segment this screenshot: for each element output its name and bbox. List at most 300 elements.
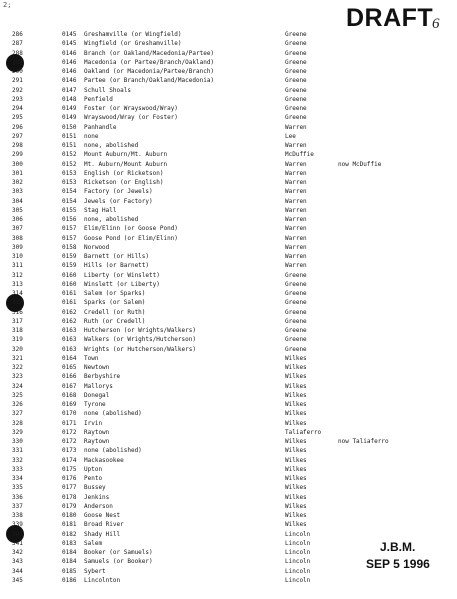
county-name: Greene <box>285 327 307 334</box>
district-name: Factory (or Jewels) <box>84 188 153 196</box>
district-name: Elim/Elinn (or Goose Pond) <box>84 225 178 233</box>
row-number: 313 <box>12 280 23 288</box>
row-number: 328 <box>12 419 23 427</box>
table-row <box>0 335 457 344</box>
table-row <box>0 437 457 446</box>
county-name: Lincoln <box>285 567 311 575</box>
district-id: 0180 <box>62 512 77 519</box>
district-id: 0157 <box>62 234 77 242</box>
district-id: 0172 <box>62 428 77 436</box>
row-number: 303 <box>12 188 23 196</box>
row-number: 341 <box>12 539 23 547</box>
row-number: 294 <box>12 105 23 112</box>
district-name: Hills (or Barnett) <box>84 262 150 270</box>
table-row <box>0 49 457 58</box>
row-number: 327 <box>12 410 23 418</box>
table-row <box>0 465 457 474</box>
county-name: Wilkes <box>285 382 307 390</box>
table-row <box>0 400 457 409</box>
district-id: 0184 <box>62 558 77 566</box>
county-name: Lincoln <box>285 576 311 584</box>
district-name: Bussey <box>84 484 106 492</box>
district-name: Jenkins <box>84 493 110 501</box>
county-name: Wilkes <box>285 410 307 418</box>
row-number: 301 <box>12 169 23 177</box>
table-row <box>0 502 457 511</box>
district-name: none, abolished <box>84 142 139 149</box>
county-name: Wilkes <box>285 484 307 492</box>
county-name: Wilkes <box>285 502 307 510</box>
district-name: Branch (or Oakland/Macedonia/Partee) <box>84 49 215 57</box>
county-name: Greene <box>285 58 307 66</box>
district-id: 0159 <box>62 262 77 270</box>
district-id: 0162 <box>62 308 77 316</box>
district-name: Credell (or Ruth) <box>84 308 146 316</box>
table-row <box>0 530 457 539</box>
table-row <box>0 187 457 196</box>
county-name: Wilkes <box>285 465 307 473</box>
county-name: Greene <box>285 49 307 57</box>
table-row <box>0 141 457 150</box>
table-row <box>0 234 457 243</box>
district-id: 0164 <box>62 354 77 362</box>
district-name: Raytown <box>84 428 110 436</box>
table-row <box>0 76 457 85</box>
table-row <box>0 252 457 261</box>
county-name: Wilkes <box>285 512 307 519</box>
district-name: Sybert <box>84 567 106 575</box>
row-number: 314 <box>12 290 23 297</box>
district-name: Shady Hill <box>84 530 121 538</box>
district-name: none <box>84 132 99 140</box>
district-id: 0165 <box>62 364 77 371</box>
district-id: 0155 <box>62 206 77 214</box>
table-row <box>0 289 457 298</box>
table-row <box>0 298 457 307</box>
table-row <box>0 215 457 224</box>
county-name: Warren <box>285 188 307 196</box>
county-name: Warren <box>285 123 307 131</box>
row-number: 305 <box>12 206 23 214</box>
county-name: Lincoln <box>285 558 311 566</box>
county-name: Lincoln <box>285 549 311 556</box>
district-id: 0163 <box>62 336 77 344</box>
row-number: 293 <box>12 95 23 103</box>
district-id: 0172 <box>62 438 77 445</box>
county-name: Greene <box>285 77 307 85</box>
row-number: 296 <box>12 123 23 131</box>
row-number: 297 <box>12 132 23 140</box>
district-name: Mackasookee <box>84 456 124 464</box>
district-name: Oakland (or Macedonia/Partee/Branch) <box>84 68 215 75</box>
county-name: Warren <box>285 179 307 186</box>
row-number: 286 <box>12 31 23 38</box>
district-id: 0182 <box>62 530 77 538</box>
district-id: 0154 <box>62 197 77 205</box>
table-row <box>0 409 457 418</box>
row-number: 309 <box>12 243 23 251</box>
district-id: 0146 <box>62 58 77 66</box>
row-number: 291 <box>12 77 23 85</box>
table-row <box>0 39 457 48</box>
table-row <box>0 391 457 400</box>
district-name: Irvin <box>84 419 103 427</box>
table-row <box>0 160 457 169</box>
county-name: Greene <box>285 290 307 297</box>
table-row <box>0 382 457 391</box>
district-name: Greshamville (or Wingfield) <box>84 31 182 38</box>
row-number: 338 <box>12 512 23 519</box>
date-stamp: SEP 5 1996 <box>366 557 430 571</box>
county-name: Greene <box>285 336 307 344</box>
district-name: Salem <box>84 539 103 547</box>
district-id: 0176 <box>62 475 77 482</box>
table-row <box>0 150 457 159</box>
row-number: 292 <box>12 86 23 94</box>
county-name: Wilkes <box>285 419 307 427</box>
row-note: now McDuffie <box>338 160 382 168</box>
district-id: 0184 <box>62 549 77 556</box>
district-name: Wrights (or Hutcherson/Walkers) <box>84 345 196 353</box>
row-number: 315 <box>12 299 23 307</box>
district-name: Panhandle <box>84 123 117 131</box>
table-row <box>0 474 457 483</box>
table-row <box>0 123 457 132</box>
district-name: Ricketson (or English) <box>84 179 164 186</box>
row-number: 323 <box>12 373 23 381</box>
table-row <box>0 428 457 437</box>
row-number: 299 <box>12 151 23 159</box>
district-id: 0185 <box>62 567 77 575</box>
district-id: 0166 <box>62 373 77 381</box>
row-number: 329 <box>12 428 23 436</box>
district-id: 0149 <box>62 114 77 122</box>
district-id: 0146 <box>62 77 77 85</box>
district-id: 0167 <box>62 382 77 390</box>
county-name: Greene <box>285 299 307 307</box>
row-number: 321 <box>12 354 23 362</box>
county-name: Warren <box>285 142 307 149</box>
county-name: Wilkes <box>285 475 307 482</box>
table-row <box>0 493 457 502</box>
district-id: 0186 <box>62 576 77 584</box>
district-name: Barnett (or Hills) <box>84 253 150 260</box>
row-number: 300 <box>12 160 23 168</box>
row-number: 340 <box>12 530 23 538</box>
district-name: Berbyshire <box>84 373 121 381</box>
county-name: Wilkes <box>285 447 307 455</box>
district-id: 0173 <box>62 447 77 455</box>
district-id: 0163 <box>62 327 77 334</box>
county-name: Warren <box>285 216 307 223</box>
county-name: Wilkes <box>285 493 307 501</box>
district-name: Schull Shoals <box>84 86 131 94</box>
county-name: Wilkes <box>285 401 307 408</box>
row-number: 298 <box>12 142 23 149</box>
district-name: Stag Hall <box>84 206 117 214</box>
table-row <box>0 206 457 215</box>
district-name: Broad River <box>84 521 124 529</box>
district-id: 0170 <box>62 410 77 418</box>
district-name: Salem (or Sparks) <box>84 290 146 297</box>
district-id: 0159 <box>62 253 77 260</box>
county-name: Warren <box>285 234 307 242</box>
district-id: 0171 <box>62 419 77 427</box>
row-number: 318 <box>12 327 23 334</box>
county-name: Greene <box>285 40 307 48</box>
district-id: 0175 <box>62 465 77 473</box>
row-number: 302 <box>12 179 23 186</box>
district-name: Lincolnton <box>84 576 121 584</box>
district-id: 0150 <box>62 123 77 131</box>
county-name: Warren <box>285 262 307 270</box>
district-name: none, abolished <box>84 216 139 223</box>
row-number: 337 <box>12 502 23 510</box>
row-number: 308 <box>12 234 23 242</box>
district-name: Booker (or Samuels) <box>84 549 153 556</box>
district-id: 0181 <box>62 521 77 529</box>
table-row <box>0 326 457 335</box>
district-id: 0160 <box>62 271 77 279</box>
county-name: Greene <box>285 345 307 353</box>
table-row <box>0 58 457 67</box>
table-row <box>0 520 457 529</box>
district-name: Mt. Auburn/Mount Auburn <box>84 160 168 168</box>
row-number: 322 <box>12 364 23 371</box>
row-number: 288 <box>12 49 23 57</box>
draft-page-number: 6 <box>432 16 440 32</box>
table-row <box>0 113 457 122</box>
county-name: Warren <box>285 253 307 260</box>
table-row <box>0 354 457 363</box>
district-name: Samuels (or Booker) <box>84 558 153 566</box>
county-name: Wilkes <box>285 373 307 381</box>
district-id: 0158 <box>62 243 77 251</box>
district-id: 0161 <box>62 299 77 307</box>
district-id: 0183 <box>62 539 77 547</box>
table-row <box>0 30 457 39</box>
row-number: 334 <box>12 475 23 482</box>
table-row <box>0 95 457 104</box>
row-number: 344 <box>12 567 23 575</box>
district-id: 0160 <box>62 280 77 288</box>
county-name: Taliaferro <box>285 428 322 436</box>
table-row <box>0 446 457 455</box>
district-id: 0147 <box>62 86 77 94</box>
county-name: Greene <box>285 95 307 103</box>
row-number: 330 <box>12 438 23 445</box>
district-name: Upton <box>84 465 103 473</box>
table-row <box>0 372 457 381</box>
table-row <box>0 483 457 492</box>
row-number: 324 <box>12 382 23 390</box>
district-name: Hutcherson (or Wrights/Walkers) <box>84 327 196 334</box>
row-number: 333 <box>12 465 23 473</box>
row-number: 307 <box>12 225 23 233</box>
county-name: Greene <box>285 31 307 38</box>
row-number: 343 <box>12 558 23 566</box>
district-name: none (abolished) <box>84 410 142 418</box>
district-id: 0153 <box>62 169 77 177</box>
table-row <box>0 67 457 76</box>
district-id: 0145 <box>62 40 77 48</box>
row-number: 310 <box>12 253 23 260</box>
county-name: Wilkes <box>285 354 307 362</box>
table-row <box>0 271 457 280</box>
county-name: Warren <box>285 160 307 168</box>
district-name: Raytown <box>84 438 110 445</box>
district-id: 0149 <box>62 105 77 112</box>
district-name: Wingfield (or Greshamville) <box>84 40 182 48</box>
county-name: Wilkes <box>285 438 307 445</box>
district-id: 0146 <box>62 49 77 57</box>
district-name: Mount Auburn/Mt. Auburn <box>84 151 168 159</box>
table-row <box>0 86 457 95</box>
table-row <box>0 419 457 428</box>
initials-stamp: J.B.M. <box>380 540 416 554</box>
district-name: Goose Pond (or Elim/Elinn) <box>84 234 178 242</box>
district-name: Goose Nest <box>84 512 121 519</box>
district-name: Foster (or Wrayswood/Wray) <box>84 105 178 112</box>
district-id: 0177 <box>62 484 77 492</box>
district-name: Town <box>84 354 99 362</box>
county-name: Greene <box>285 271 307 279</box>
table-row <box>0 280 457 289</box>
corner-mark: 2; <box>3 1 12 9</box>
district-id: 0162 <box>62 317 77 325</box>
district-id: 0153 <box>62 179 77 186</box>
district-name: Winslett (or Liberty) <box>84 280 160 288</box>
county-name: Warren <box>285 225 307 233</box>
row-number: 320 <box>12 345 23 353</box>
table-row <box>0 576 457 585</box>
county-name: Lincoln <box>285 530 311 538</box>
table-row <box>0 308 457 317</box>
district-name: Partee (or Branch/Oakland/Macedonia) <box>84 77 215 85</box>
district-name: Pento <box>84 475 103 482</box>
district-id: 0174 <box>62 456 77 464</box>
county-name: Greene <box>285 68 307 75</box>
county-name: Greene <box>285 280 307 288</box>
district-id: 0145 <box>62 31 77 38</box>
district-id: 0156 <box>62 216 77 223</box>
row-number: 312 <box>12 271 23 279</box>
district-name: Jewels (or Factory) <box>84 197 153 205</box>
table-row <box>0 456 457 465</box>
table-row <box>0 178 457 187</box>
row-number: 311 <box>12 262 23 270</box>
county-name: Wilkes <box>285 364 307 371</box>
table-row <box>0 345 457 354</box>
county-name: Wilkes <box>285 521 307 529</box>
county-name: Greene <box>285 105 307 112</box>
district-id: 0169 <box>62 401 77 408</box>
table-row <box>0 261 457 270</box>
table-row <box>0 104 457 113</box>
county-name: Greene <box>285 308 307 316</box>
county-name: Greene <box>285 317 307 325</box>
row-number: 319 <box>12 336 23 344</box>
district-table <box>0 30 457 585</box>
table-row <box>0 224 457 233</box>
table-row <box>0 169 457 178</box>
district-name: Sparks (or Salem) <box>84 299 146 307</box>
row-number: 316 <box>12 308 23 316</box>
district-name: Donegal <box>84 391 110 399</box>
row-number: 331 <box>12 447 23 455</box>
row-number: 287 <box>12 40 23 48</box>
row-number: 304 <box>12 197 23 205</box>
row-number: 326 <box>12 401 23 408</box>
row-number: 345 <box>12 576 23 584</box>
district-id: 0179 <box>62 502 77 510</box>
district-name: Ruth (or Credell) <box>84 317 146 325</box>
table-row <box>0 511 457 520</box>
county-name: Lee <box>285 132 296 140</box>
table-row <box>0 132 457 141</box>
county-name: Warren <box>285 169 307 177</box>
row-number: 339 <box>12 521 23 529</box>
row-number: 317 <box>12 317 23 325</box>
district-name: Anderson <box>84 502 113 510</box>
row-number: 342 <box>12 549 23 556</box>
county-name: McDuffie <box>285 151 314 159</box>
district-id: 0152 <box>62 160 77 168</box>
table-row <box>0 363 457 372</box>
county-name: Greene <box>285 86 307 94</box>
district-name: Wrayswood/Wray (or Foster) <box>84 114 178 122</box>
row-number: 336 <box>12 493 23 501</box>
district-id: 0151 <box>62 132 77 140</box>
row-number: 325 <box>12 391 23 399</box>
district-id: 0157 <box>62 225 77 233</box>
district-name: Newtown <box>84 364 110 371</box>
county-name: Warren <box>285 206 307 214</box>
row-number: 295 <box>12 114 23 122</box>
row-number: 306 <box>12 216 23 223</box>
district-name: Liberty (or Winslett) <box>84 271 160 279</box>
district-id: 0168 <box>62 391 77 399</box>
row-number: 290 <box>12 68 23 75</box>
table-row <box>0 317 457 326</box>
district-id: 0152 <box>62 151 77 159</box>
row-number: 289 <box>12 58 23 66</box>
district-id: 0154 <box>62 188 77 196</box>
district-id: 0163 <box>62 345 77 353</box>
district-id: 0148 <box>62 95 77 103</box>
district-name: Norwood <box>84 243 110 251</box>
county-name: Warren <box>285 197 307 205</box>
district-name: Penfield <box>84 95 113 103</box>
district-name: Macedonia (or Partee/Branch/Oakland) <box>84 58 215 66</box>
county-name: Wilkes <box>285 456 307 464</box>
district-name: Tyrone <box>84 401 106 408</box>
county-name: Warren <box>285 243 307 251</box>
district-id: 0178 <box>62 493 77 501</box>
district-name: none (abolished) <box>84 447 142 455</box>
district-name: Walkers (or Wrights/Hutcherson) <box>84 336 196 344</box>
district-id: 0146 <box>62 68 77 75</box>
district-name: English (or Ricketson) <box>84 169 164 177</box>
table-row <box>0 197 457 206</box>
county-name: Wilkes <box>285 391 307 399</box>
row-number: 335 <box>12 484 23 492</box>
row-note: now Taliaferro <box>338 438 389 445</box>
county-name: Greene <box>285 114 307 122</box>
district-name: Mallorys <box>84 382 113 390</box>
row-number: 332 <box>12 456 23 464</box>
county-name: Lincoln <box>285 539 311 547</box>
